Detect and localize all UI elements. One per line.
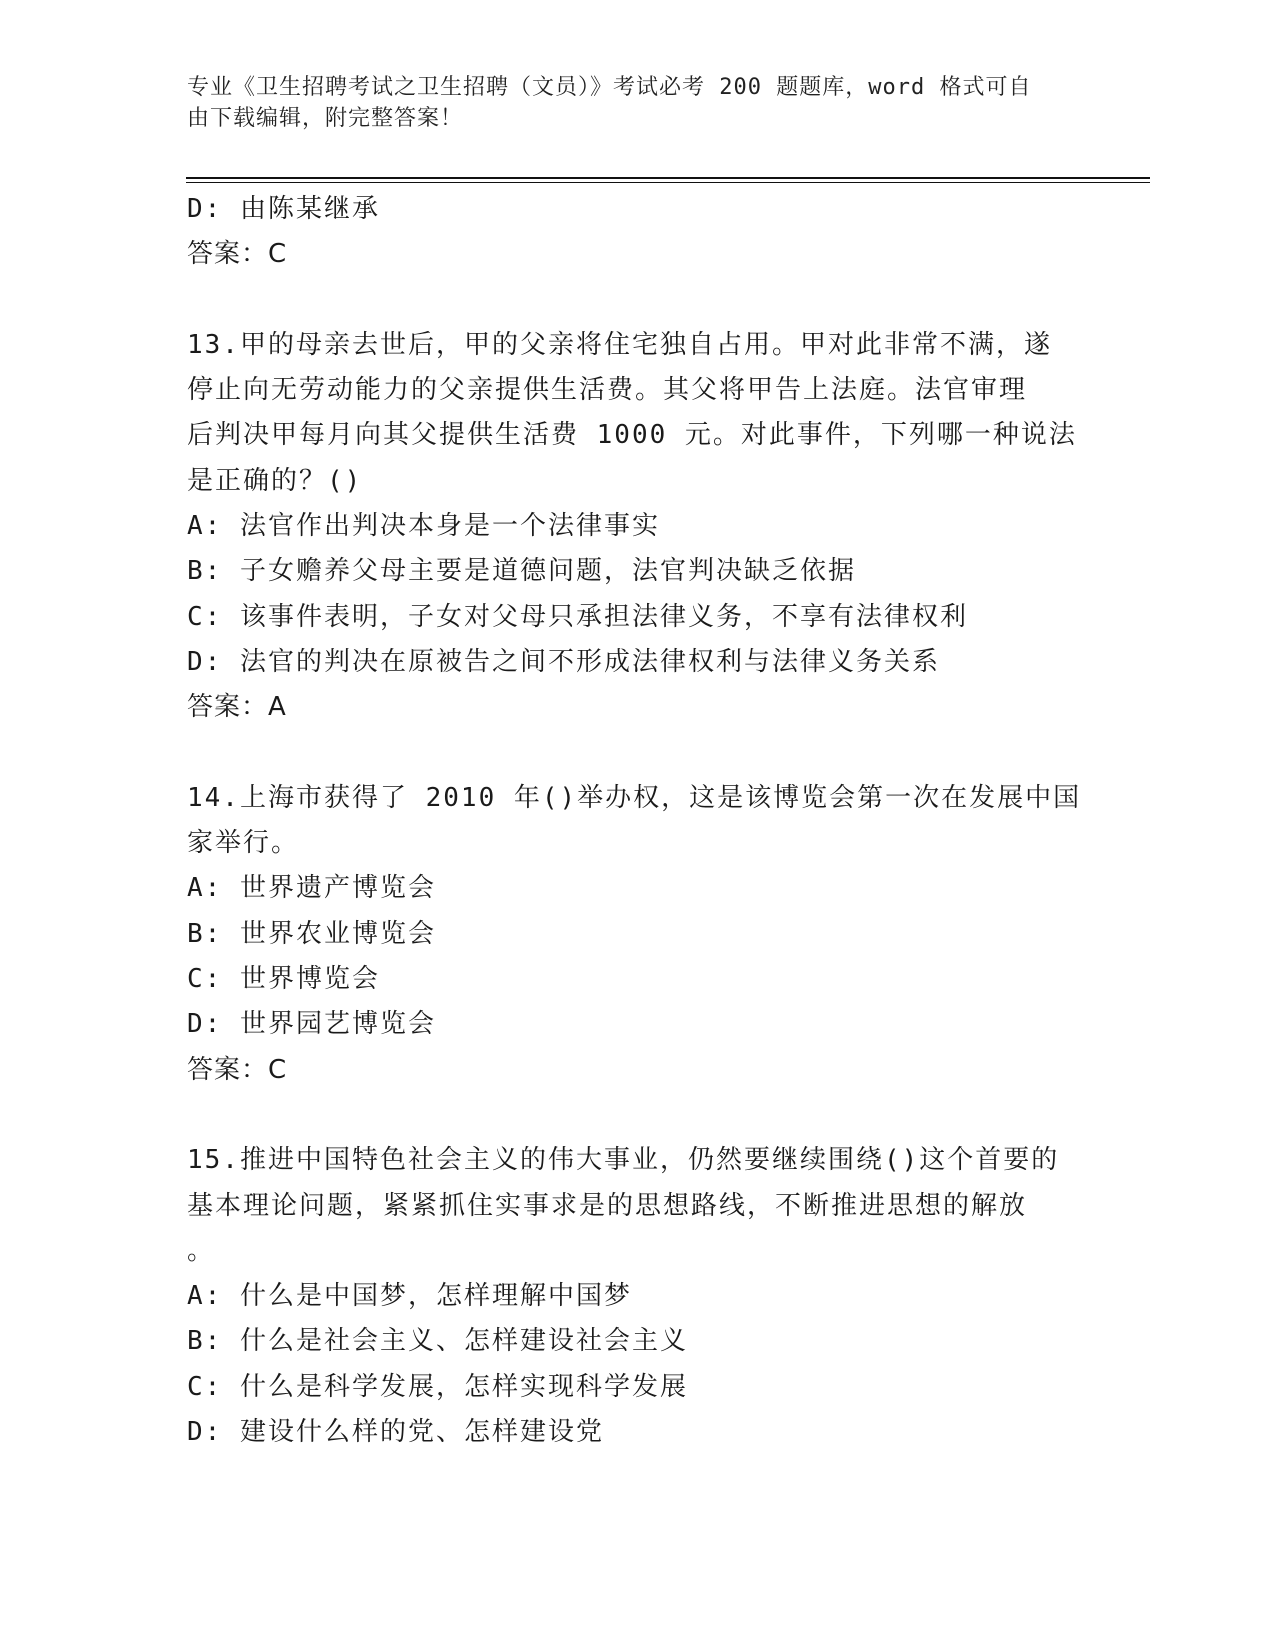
question-text-line: 14.上海市获得了 2010 年()举办权，这是该博览会第一次在发展中国: [187, 782, 1082, 813]
answer: 答案：C: [187, 1054, 288, 1085]
question-text-line: 13.甲的母亲去世后，甲的父亲将住宅独自占用。甲对此非常不满，遂: [187, 329, 1052, 360]
option-a: A: 世界遗产博览会: [187, 873, 436, 904]
question-text-line: 基本理论问题，紧紧抓住实事求是的思想路线，不断推进思想的解放: [187, 1190, 1028, 1221]
question-13: [187, 323, 1087, 731]
option-c: C: 什么是科学发展，怎样实现科学发展: [187, 1371, 688, 1402]
header-line-1: 专业《卫生招聘考试之卫生招聘（文员）》考试必考 200 题题库，word 格式可自: [187, 75, 1032, 100]
question-text-line: 停止向无劳动能力的父亲提供生活费。其父将甲告上法庭。法官审理: [187, 375, 1028, 406]
option-b: B: 世界农业博览会: [187, 918, 436, 949]
spacer: [187, 278, 1087, 323]
question-text-line: 家举行。: [187, 828, 300, 859]
header-line-2: 由下载编辑，附完整答案！: [187, 106, 464, 131]
question-text-line: 。: [187, 1235, 216, 1266]
question-15: [187, 1138, 1087, 1455]
option-d: D: 法官的判决在原被告之间不形成法律权利与法律义务关系: [187, 646, 940, 677]
question-text-line: 是正确的？(): [187, 465, 363, 496]
spacer: [187, 731, 1087, 776]
prev-answer: 答案：C: [187, 239, 288, 270]
header-rule-thick: [186, 177, 1150, 179]
answer: 答案：A: [187, 692, 287, 723]
prev-option-d: D: 由陈某继承: [187, 194, 380, 224]
question-text-line: 15.推进中国特色社会主义的伟大事业，仍然要继续围绕()这个首要的: [187, 1145, 1060, 1176]
option-b: B: 子女赡养父母主要是道德问题，法官判决缺乏依据: [187, 556, 856, 587]
header-rule-thin: [186, 182, 1150, 183]
option-a: A: 法官作出判决本身是一个法律事实: [187, 511, 660, 542]
document-body: [187, 187, 1087, 1455]
option-a: A: 什么是中国梦，怎样理解中国梦: [187, 1281, 632, 1312]
option-d: D: 世界园艺博览会: [187, 1009, 436, 1040]
question-14: [187, 776, 1087, 1093]
option-c: C: 世界博览会: [187, 964, 380, 995]
spacer: [187, 1093, 1087, 1138]
option-d: D: 建设什么样的党、怎样建设党: [187, 1417, 604, 1448]
option-c: C: 该事件表明，子女对父母只承担法律义务，不享有法律权利: [187, 601, 968, 632]
question-text-line: 后判决甲每月向其父提供生活费 1000 元。对此事件，下列哪一种说法: [187, 420, 1077, 451]
document-header: [187, 72, 1067, 134]
option-b: B: 什么是社会主义、怎样建设社会主义: [187, 1326, 688, 1357]
